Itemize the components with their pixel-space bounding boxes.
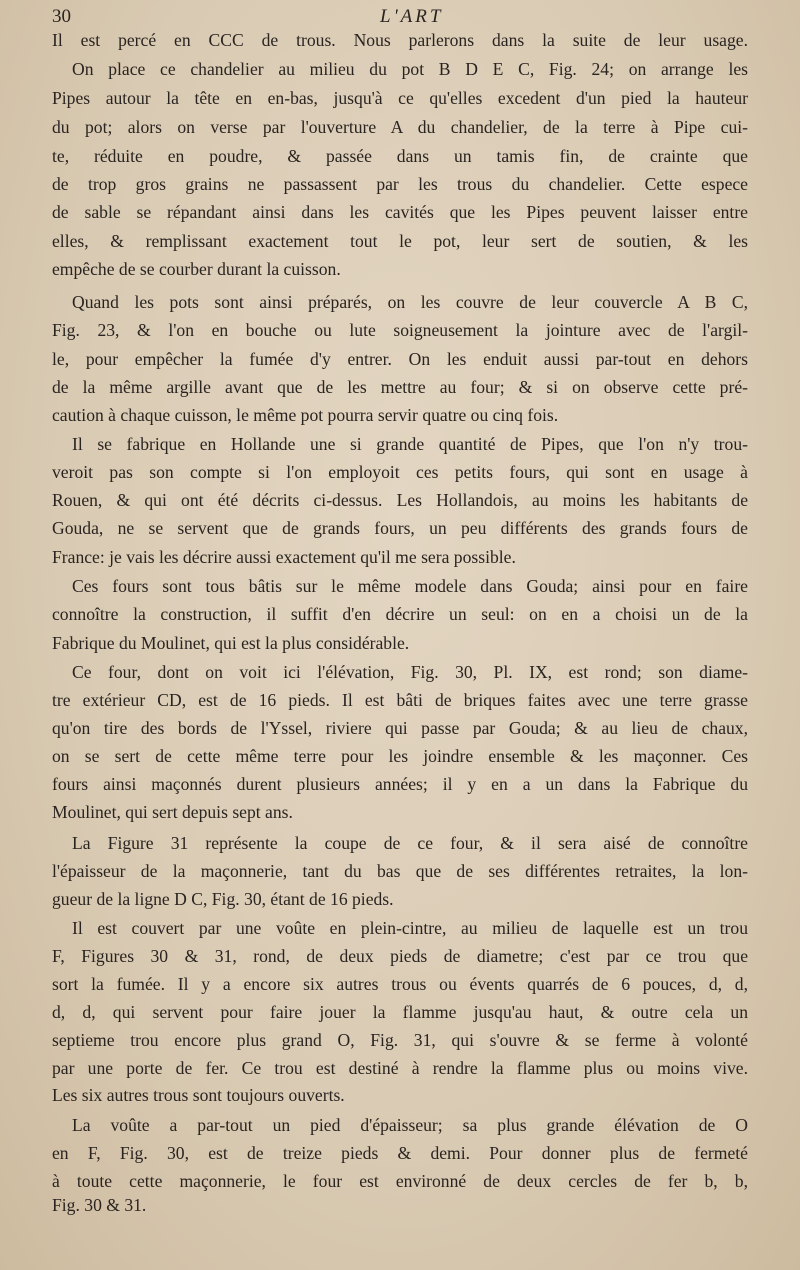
text-line: en F, Fig. 30, est de treize pieds & demi. Pour donner plus de fermeté (52, 1143, 748, 1163)
text-line: Ce four, dont on voit ici l'élévation, Fig. 30, Pl. IX, est rond; son diame- (72, 662, 748, 682)
text-line: veroit pas son compte si l'on employoit ces petits fours, qui sont en usage à (52, 462, 748, 482)
text-line: de sable se répandant ainsi dans les cavités que les Pipes peuvent laisser entre (52, 202, 748, 222)
text-line: La voûte a par-tout un pied d'épaisseur; sa plus grande élévation de O (72, 1115, 748, 1135)
text-line: Ces fours sont tous bâtis sur le même modele dans Gouda; ainsi pour en faire (72, 576, 748, 596)
text-line: Gouda, ne se servent que de grands fours, un peu différents des grands fours de (52, 518, 748, 538)
text-line: La Figure 31 représente la coupe de ce four, & il sera aisé de connoître (72, 833, 748, 853)
text-line: de trop gros grains ne passassent par les trous du chandelier. Cette espece (52, 174, 748, 194)
text-line: Fabrique du Moulinet, qui est la plus considérable. (52, 633, 410, 653)
text-line: Les six autres trous sont toujours ouverts. (52, 1085, 345, 1105)
text-line: septieme trou encore plus grand O, Fig. 31, qui s'ouvre & se ferme à volonté (52, 1030, 748, 1050)
text-line: par une porte de fer. Ce trou est destiné à rendre la flamme plus ou moins vive. (52, 1058, 748, 1078)
text-line: l'épaisseur de la maçonnerie, tant du bas que de ses différentes retraites, la lon- (52, 861, 748, 881)
text-line: Il est percé en CCC de trous. Nous parlerons dans la suite de leur usage. (52, 30, 748, 50)
text-line: te, réduite en poudre, & passée dans un tamis fin, de crainte que (52, 146, 748, 166)
text-line: Il est couvert par une voûte en plein-cintre, au milieu de laquelle est un trou (72, 918, 748, 938)
text-line: on se sert de cette même terre pour les joindre ensemble & les maçonner. Ces (52, 746, 748, 766)
page-number: 30 (52, 6, 71, 27)
text-line: du pot; alors on verse par l'ouverture A du chandelier, de la terre à Pipe cui- (52, 117, 748, 137)
text-line: Moulinet, qui sert depuis sept ans. (52, 802, 293, 822)
text-line: de la même argille avant que de les mettre au four; & si on observe cette pré- (52, 377, 748, 397)
text-line: qu'on tire des bords de l'Yssel, riviere qui passe par Gouda; & au lieu de chaux, (52, 718, 748, 738)
text-line: Fig. 23, & l'on en bouche ou lute soigneusement la jointure avec de l'argil- (52, 320, 748, 340)
text-line: Il se fabrique en Hollande une si grande quantité de Pipes, que l'on n'y trou- (72, 434, 748, 454)
text-line: à toute cette maçonnerie, le four est environné de deux cercles de fer b, b, (52, 1171, 748, 1191)
text-line: France: je vais les décrire aussi exactement qu'il me sera possible. (52, 547, 516, 567)
text-line: Quand les pots sont ainsi préparés, on les couvre de leur couvercle A B C, (72, 292, 748, 312)
text-line: d, d, qui servent pour faire jouer la flamme jusqu'au haut, & outre cela un (52, 1002, 748, 1022)
text-line: Fig. 30 & 31. (52, 1195, 147, 1215)
text-line: le, pour empêcher la fumée d'y entrer. On les enduit aussi par-tout en dehors (52, 349, 748, 369)
text-line: connoître la construction, il suffit d'en décrire un seul: on en a choisi un de la (52, 604, 748, 624)
text-line: gueur de la ligne D C, Fig. 30, étant de 16 pieds. (52, 889, 394, 909)
text-line: F, Figures 30 & 31, rond, de deux pieds de diametre; c'est par ce trou que (52, 946, 748, 966)
text-line: On place ce chandelier au milieu du pot B D E C, Fig. 24; on arrange les (72, 59, 748, 79)
running-title: L'ART (380, 6, 444, 27)
text-line: elles, & remplissant exactement tout le pot, leur sert de soutien, & les (52, 231, 748, 251)
text-line: tre extérieur CD, est de 16 pieds. Il est bâti de briques faites avec une terre grasse (52, 690, 748, 710)
text-line: Rouen, & qui ont été décrits ci-dessus. Les Hollandois, au moins les habitants de (52, 490, 748, 510)
text-line: Pipes autour la tête en en-bas, jusqu'à ce qu'elles excedent d'un pied la hauteur (52, 88, 748, 108)
text-line: fours ainsi maçonnés durent plusieurs années; il y en a un dans la Fabrique du (52, 774, 748, 794)
text-line: sort la fumée. Il y a encore six autres trous ou évents quarrés de 6 pouces, d, d, (52, 974, 748, 994)
text-line: caution à chaque cuisson, le même pot pourra servir quatre ou cinq fois. (52, 405, 559, 425)
text-line: empêche de se courber durant la cuisson. (52, 259, 341, 279)
